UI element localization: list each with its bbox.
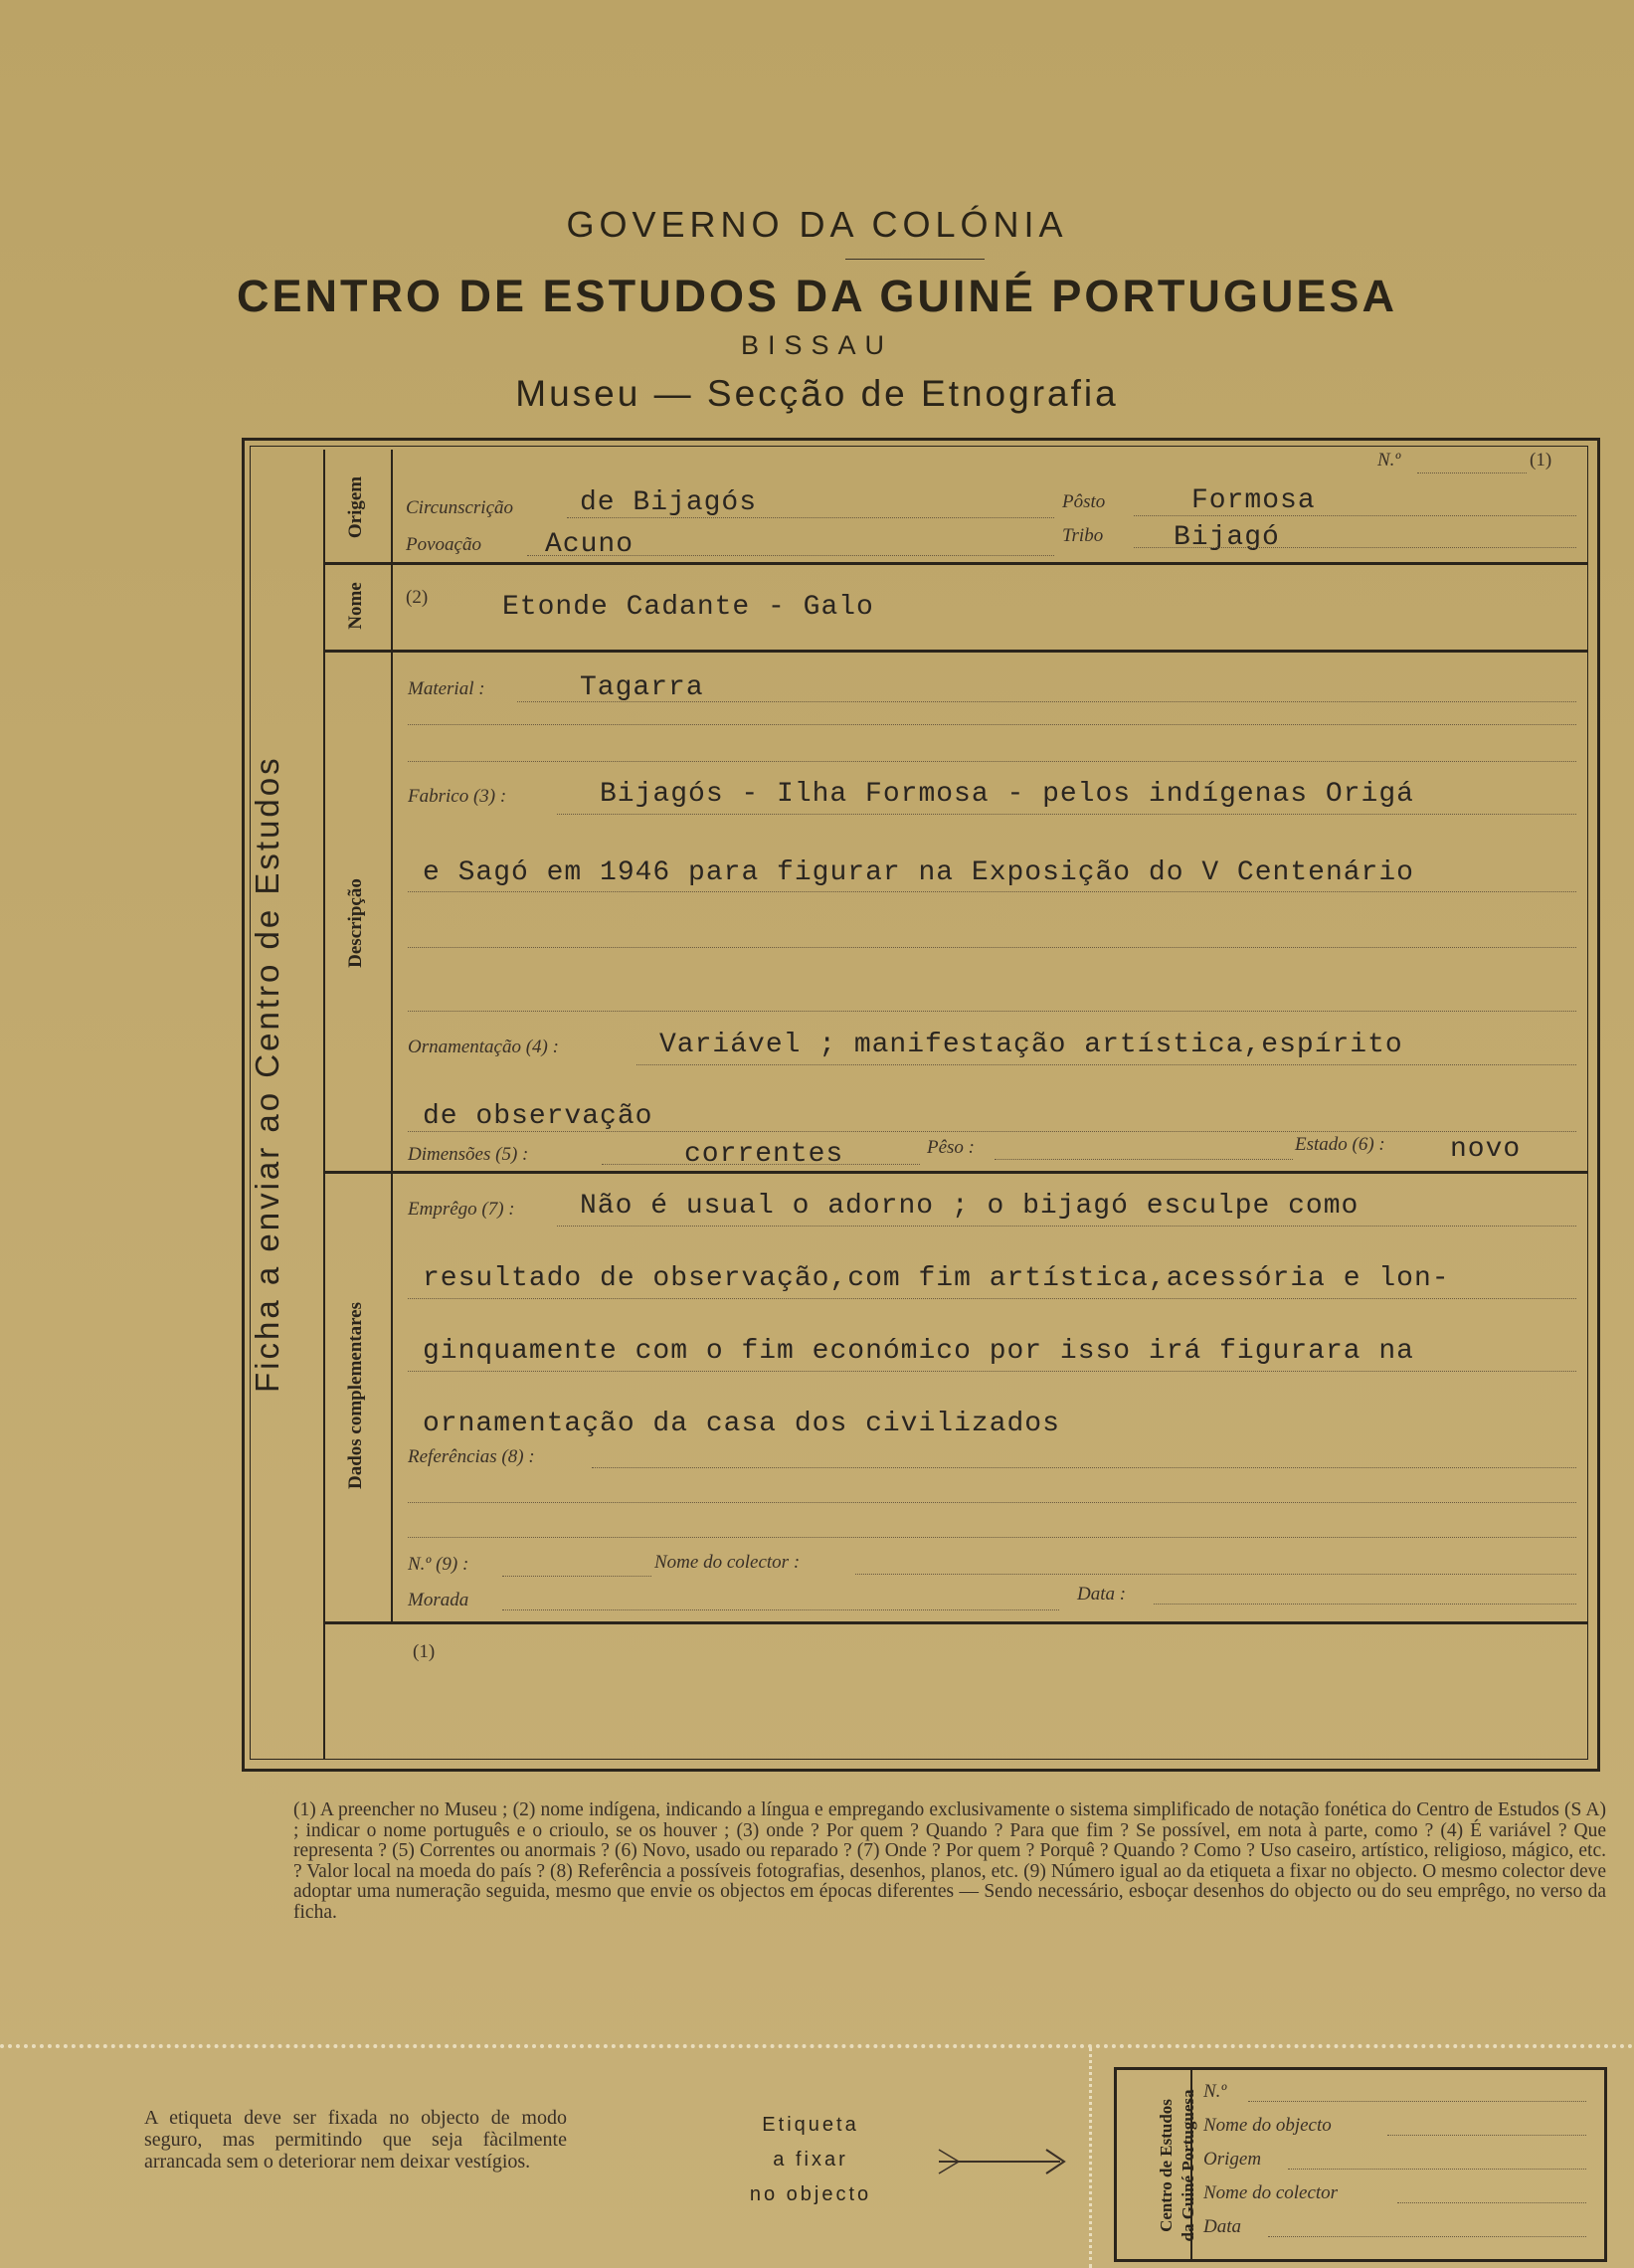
dimensoes-line — [602, 1164, 920, 1165]
tag-field-origem: Origem — [1203, 2149, 1262, 2170]
ornamentacao-line — [636, 1064, 1576, 1065]
dimensoes-value[interactable]: correntes — [684, 1139, 844, 1170]
origem-divider — [324, 562, 1587, 565]
povoacao-value[interactable]: Acuno — [545, 529, 635, 560]
emprego-line — [557, 1226, 1576, 1227]
tribo-value[interactable]: Bijagó — [1174, 522, 1280, 553]
tag-field-data-line — [1268, 2236, 1586, 2237]
nome-colector-label[interactable]: Nome do colector : — [654, 1552, 801, 1573]
referencias-line-b — [408, 1502, 1576, 1503]
nome-note: (2) — [406, 587, 429, 608]
emprego-line-4[interactable]: ornamentação da casa dos civilizados — [423, 1409, 1060, 1439]
posto-line — [1134, 515, 1576, 516]
fabrico-line-2[interactable]: e Sagó em 1946 para figurar na Exposição do V Centenário — [423, 857, 1414, 888]
numero-line — [1417, 472, 1527, 473]
n-colector-label[interactable]: N.º (9) : — [408, 1554, 469, 1575]
fabrico-line — [557, 814, 1576, 815]
fabrico-line-1[interactable]: Bijagós - Ilha Formosa - pelos indígenas Origá — [600, 779, 1414, 810]
morada-label[interactable]: Morada — [408, 1590, 469, 1610]
section-label-descripcao: Descripção — [345, 878, 366, 968]
numero-label: N.º — [1377, 450, 1401, 471]
museum-heading: Museu — Secção de Etnografia — [515, 373, 1119, 414]
city-heading: BISSAU — [740, 330, 894, 360]
emprego-line-3[interactable]: ginquamente com o fim económico por isso irá figurara na — [423, 1336, 1414, 1367]
estado-value[interactable]: novo — [1450, 1134, 1522, 1165]
povoacao-line — [527, 555, 1054, 556]
descripcao-divider — [324, 1171, 1587, 1174]
tag-field-numero-line — [1248, 2101, 1586, 2102]
tag-field-data: Data — [1203, 2216, 1241, 2237]
section-label-origem: Origem — [345, 475, 366, 539]
arrow-right-icon — [935, 2144, 1074, 2179]
dimensoes-label[interactable]: Dimensões (5) : — [408, 1144, 529, 1165]
tag-side-2: da Guiné Portuguesa — [1179, 2089, 1197, 2242]
n-colector-line — [502, 1576, 651, 1577]
material-line-3 — [408, 761, 1576, 762]
perforation-line — [0, 2044, 1634, 2048]
fabrico-line-b — [408, 891, 1576, 892]
tag-field-numero: N.º — [1203, 2081, 1227, 2102]
ornamentacao-line-1[interactable]: Variável ; manifestação artística,espírito — [659, 1030, 1403, 1060]
material-value[interactable]: Tagarra — [580, 672, 704, 703]
emprego-label[interactable]: Emprêgo (7) : — [408, 1199, 515, 1220]
side-label: Ficha a enviar ao Centro de Estudos — [249, 755, 285, 1393]
tag-side-1: Centro de Estudos — [1157, 2099, 1176, 2232]
tag-field-nome-colector-line — [1397, 2202, 1586, 2203]
emprego-line-2[interactable]: resultado de observação,com fim artística,acessória e lon- — [423, 1263, 1450, 1294]
museum-note: (1) — [413, 1641, 436, 1662]
tag-label-3: no objecto — [749, 2183, 872, 2205]
tag-perforation — [1089, 2047, 1092, 2268]
tag-field-origem-line — [1288, 2169, 1586, 2170]
referencias-label[interactable]: Referências (8) : — [408, 1446, 535, 1467]
side-column-divider — [323, 450, 325, 1759]
material-line-2 — [408, 724, 1576, 725]
circunscricao-label[interactable]: Circunscrição — [406, 497, 514, 518]
fabrico-label[interactable]: Fabrico (3) : — [408, 786, 507, 807]
ornamentacao-label[interactable]: Ornamentação (4) : — [408, 1037, 559, 1057]
data-line — [1154, 1604, 1576, 1605]
estado-label[interactable]: Estado (6) : — [1295, 1134, 1385, 1155]
circunscricao-line — [567, 517, 1054, 518]
material-line — [517, 701, 1576, 702]
tribo-label[interactable]: Tribo — [1062, 525, 1104, 546]
morada-line — [502, 1609, 1059, 1610]
peso-label[interactable]: Pêso : — [927, 1137, 976, 1158]
dados-divider — [324, 1621, 1587, 1624]
peso-line — [995, 1159, 1293, 1160]
tribo-line — [1134, 547, 1576, 548]
referencias-line-c — [408, 1537, 1576, 1538]
tag-label-1: Etiqueta — [762, 2114, 859, 2136]
nome-colector-line — [855, 1574, 1576, 1575]
tag-field-nome-objecto: Nome do objecto — [1203, 2115, 1332, 2136]
section-label-nome: Nome — [345, 582, 366, 630]
numero-note: (1) — [1530, 450, 1552, 471]
section-label-dados: Dados complementares — [345, 1301, 366, 1490]
emprego-line-1[interactable]: Não é usual o adorno ; o bijagó esculpe como — [580, 1191, 1360, 1222]
tag-field-nome-colector: Nome do colector — [1203, 2182, 1339, 2203]
header-divider — [845, 259, 985, 260]
material-label[interactable]: Material : — [408, 678, 485, 699]
data-label[interactable]: Data : — [1077, 1584, 1127, 1605]
footnotes: (1) A preencher no Museu ; (2) nome indígena, indicando a língua e empregando exclusivamente o sistema simplificado de notação fonética do Centro de Estudos (S A) ; indicar o nome português e o crioulo, se os houver ; (3) onde ? Por quem ? Quando ? Para que fim ? Se possível, em nota à parte, como ? (4) É variável ? Que representa ? (5) Correntes ou anormais ? (6) Novo, usado ou reparado ? (7) Onde ? Por quem ? Porquê ? Quando ? Como ? Uso caseiro, artístico, religioso, mágico, etc. ? Valor local na moeda do país ? (8) Referência a possíveis fotografias, desenhos, planos, etc. (9) Número igual ao da etiqueta a fixar no objecto. O mesmo colector deve adoptar uma numeração seguida, mesmo que envie os objectos em épocas diferentes — Sendo necessário, esboçar desenhos do objecto ou do seu emprêgo, no verso da ficha. — [293, 1799, 1606, 1923]
nome-value[interactable]: Etonde Cadante - Galo — [502, 592, 874, 623]
section-column-divider — [391, 450, 393, 1623]
fabrico-line-c — [408, 947, 1576, 948]
circunscricao-value[interactable]: de Bijagós — [580, 487, 758, 518]
center-heading: CENTRO DE ESTUDOS DA GUINÉ PORTUGUESA — [237, 271, 1397, 321]
tag-label-2: a fixar — [773, 2149, 848, 2171]
emprego-line-c — [408, 1371, 1576, 1372]
ornamentacao-line-2[interactable]: de observação — [423, 1101, 653, 1132]
tag-field-nome-objecto-line — [1387, 2135, 1586, 2136]
fabrico-line-d — [408, 1011, 1576, 1012]
emprego-line-b — [408, 1298, 1576, 1299]
tag-instructions: A etiqueta deve ser fixada no objecto de modo seguro, mas permitindo que seja fàcilmente arrancada sem o deteriorar nem deixar vestígios. — [144, 2107, 567, 2173]
ornamentacao-line-b — [408, 1131, 1576, 1132]
referencias-line — [592, 1467, 1576, 1468]
povoacao-label[interactable]: Povoação — [406, 534, 481, 555]
posto-label[interactable]: Pôsto — [1062, 491, 1106, 512]
government-heading: GOVERNO DA COLÓNIA — [566, 204, 1068, 245]
nome-divider — [324, 650, 1587, 653]
posto-value[interactable]: Formosa — [1191, 485, 1316, 516]
